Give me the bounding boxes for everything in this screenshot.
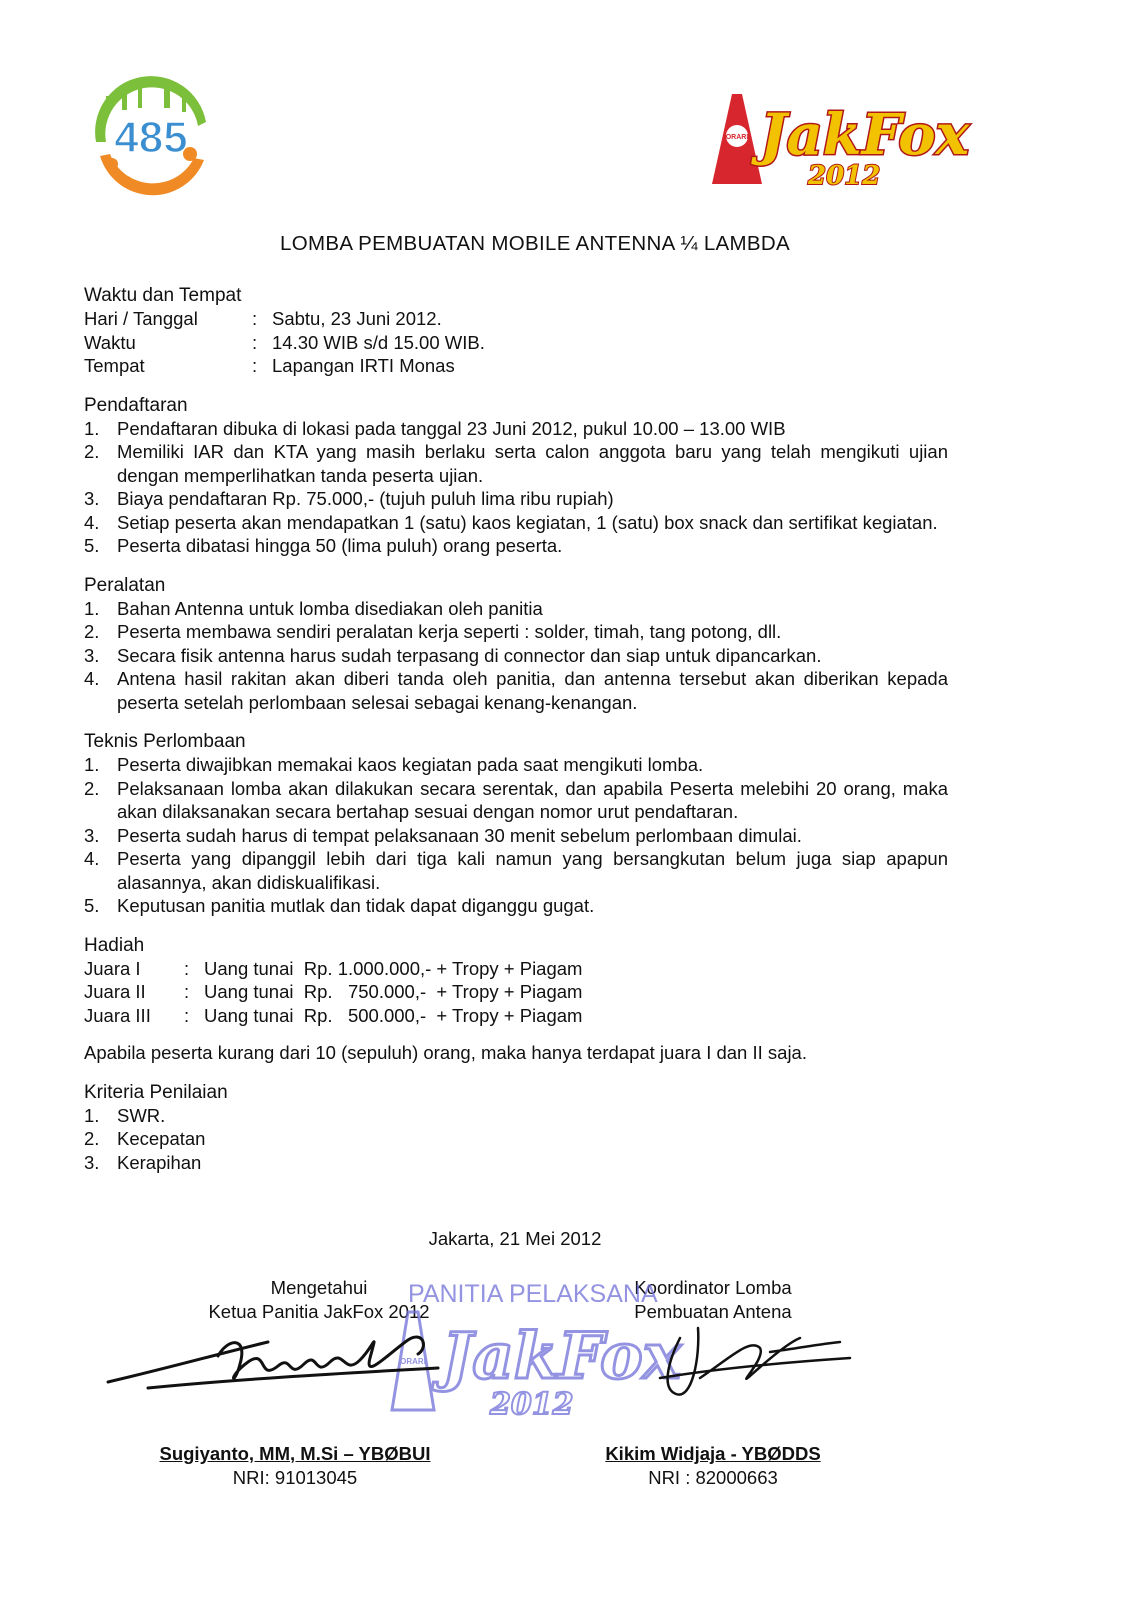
list-text: Peserta membawa sendiri peralatan kerja seperti : solder, timah, tang potong, dll. [117,621,782,642]
list-text: Biaya pendaftaran Rp. 75.000,- (tujuh puluh lima ribu rupiah) [117,488,614,509]
kv-sep: : [252,331,258,353]
list-text: Secara fisik antenna harus sudah terpasang di connector dan siap untuk dipancarkan. [117,644,822,666]
list-item [84,1104,948,1128]
kv-label: Juara III [84,1004,151,1026]
list-item [84,620,948,644]
list-text: Setiap peserta akan mendapatkan 1 (satu) kaos kegiatan, 1 (satu) box snack dan sertifikat kegiatan. [117,511,938,533]
kv-value: Uang tunai Rp. 750.000,- + Tropy + Piagam [204,981,583,1002]
kv-value: Uang tunai Rp. 1.000.000,- + Tropy + Piagam [204,957,583,979]
kv-sep: : [184,1004,190,1026]
section-heading: Pendaftaran [84,394,188,416]
list-number: 1. [84,417,100,439]
list-number: 1. [84,1104,100,1126]
section-heading: Hadiah [84,934,145,956]
list-text: Peserta sudah harus di tempat pelaksanaan 30 menit sebelum perlombaan dimulai. [117,824,802,846]
section-heading: Peralatan [84,574,166,596]
signature-kikim [640,1318,860,1418]
list-number: 2. [84,441,100,462]
svg-text:PANITIA PELAKSANA: PANITIA PELAKSANA [408,1280,658,1308]
signature-sugiyanto [108,1318,468,1408]
list-item [84,824,948,848]
list-number: 5. [84,895,100,916]
kv-label: Waktu [84,331,136,353]
section-teknis [84,730,948,918]
signer-role-line2: Pembuatan Antena [634,1300,792,1322]
kv-label: Juara II [84,981,146,1002]
signer-name: Sugiyanto, MM, M.Si – YBØBUI [159,1443,431,1464]
list-number: 4. [84,511,100,533]
document-body [84,284,948,1174]
pendaftaran-list [84,417,948,558]
svg-text:485: 485 [114,113,188,162]
kv-label: Hari / Tanggal [84,308,198,329]
hadiah-note: Apabila peserta kurang dari 10 (sepuluh) orang, maka hanya terdapat juara I dan II saja. [84,1042,807,1063]
teknis-list [84,753,948,918]
list-text: Kecepatan [117,1128,206,1149]
list-item [84,644,948,668]
kv-value: 14.30 WIB s/d 15.00 WIB. [272,331,485,353]
list-item [84,597,948,621]
kv-sep: : [184,981,190,1002]
list-item [84,753,948,777]
list-item [84,847,948,894]
section-heading: Kriteria Penilaian [84,1081,228,1103]
list-text: Bahan Antenna untuk lomba disediakan oleh panitia [117,597,543,619]
section-heading: Teknis Perlombaan [84,731,246,752]
list-item [84,667,948,714]
signer-role-line1: Koordinator Lomba [634,1277,792,1298]
section-heading: Waktu dan Tempat [84,285,242,306]
list-item [84,440,948,487]
kv-value: Uang tunai Rp. 500.000,- + Tropy + Piagam [204,1004,583,1026]
list-number: 2. [84,621,100,642]
list-text: Memiliki IAR dan KTA yang masih berlaku serta calon anggota baru yang telah mengikuti ujian dengan memperlihatkan tanda peserta ujian. [117,441,948,486]
list-number: 3. [84,1151,100,1173]
svg-text:1527 - 2012: 1527 - 2012 [132,167,170,174]
list-item [84,417,948,441]
section-peralatan [84,574,948,715]
kriteria-list [84,1104,948,1175]
signer-nri: NRI: 91013045 [232,1466,358,1488]
jakfox-2012-logo [712,92,970,192]
list-number: 4. [84,668,100,689]
kv-value: Sabtu, 23 Juni 2012. [272,308,442,329]
list-item [84,777,948,824]
svg-text:JakFox: JakFox [442,1319,681,1394]
list-item [84,534,948,558]
list-text: Kerapihan [117,1151,202,1173]
list-text: Peserta yang dipanggil lebih dari tiga kali namun yang bersangkutan belum juga siap apapun alasannya, akan didiskualifikasi. [117,848,948,893]
svg-text:2012: 2012 [808,161,881,191]
list-number: 1. [84,754,100,775]
signer-left-name-block [130,1442,460,1489]
waktu-tempat-table [84,307,948,378]
list-number: 3. [84,824,100,846]
kv-value: Lapangan IRTI Monas [272,355,455,376]
list-text: Antena hasil rakitan akan diberi tanda oleh panitia, dan antenna tersebut akan diberikan kepada peserta setelah perlombaan selesai sebagai kenang-kenangan. [117,668,948,713]
list-item [84,511,948,535]
list-text: Peserta dibatasi hingga 50 (lima puluh) orang peserta. [117,535,563,556]
list-number: 4. [84,848,100,869]
svg-text:ORARI: ORARI [725,134,749,141]
list-number: 1. [84,597,100,619]
page-title: LOMBA PEMBUATAN MOBILE ANTENNA ¼ LAMBDA [280,232,790,255]
list-text: Keputusan panitia mutlak dan tidak dapat diganggu gugat. [117,895,595,916]
peralatan-list [84,597,948,715]
kv-sep: : [252,355,258,376]
list-number: 2. [84,777,100,799]
list-item [84,1127,948,1151]
svg-text:ORARI: ORARI [400,1357,426,1366]
signer-right-name-block [582,1442,844,1489]
svg-text:JakFox: JakFox [760,102,970,168]
list-text: Peserta diwajibkan memakai kaos kegiatan pada saat mengikuti lomba. [117,754,704,775]
signer-role-line2: Ketua Panitia JakFox 2012 [208,1300,430,1322]
section-pendaftaran [84,394,948,558]
section-waktu-tempat [84,284,948,378]
kv-sep: : [252,308,258,329]
section-kriteria [84,1081,948,1175]
section-hadiah [84,934,948,1065]
list-number: 3. [84,644,100,666]
list-item [84,1151,948,1175]
signer-name: Kikim Widjaja - YBØDDS [605,1443,821,1464]
list-item [84,894,948,918]
place-date: Jakarta, 21 Mei 2012 [428,1228,602,1249]
list-number: 3. [84,488,100,509]
list-number: 5. [84,535,100,556]
list-text: SWR. [117,1104,166,1126]
signer-nri: NRI : 82000663 [648,1466,778,1488]
hadiah-table [84,957,948,1028]
svg-text:2012: 2012 [490,1387,574,1422]
list-item [84,487,948,511]
list-number: 2. [84,1128,100,1149]
anniversary-485-logo [86,72,216,198]
kv-label: Juara I [84,957,141,979]
list-text: Pendaftaran dibuka di lokasi pada tanggal 23 Juni 2012, pukul 10.00 – 13.00 WIB [117,417,786,439]
list-text: Pelaksanaan lomba akan dilakukan secara serentak, dan apabila Peserta melebihi 20 orang, maka akan dilaksanakan secara bertahap sesuai dengan nomor urut pendaftaran. [117,777,948,822]
signer-role-line1: Mengetahui [270,1277,368,1298]
kv-sep: : [184,957,190,979]
kv-label: Tempat [84,355,145,376]
